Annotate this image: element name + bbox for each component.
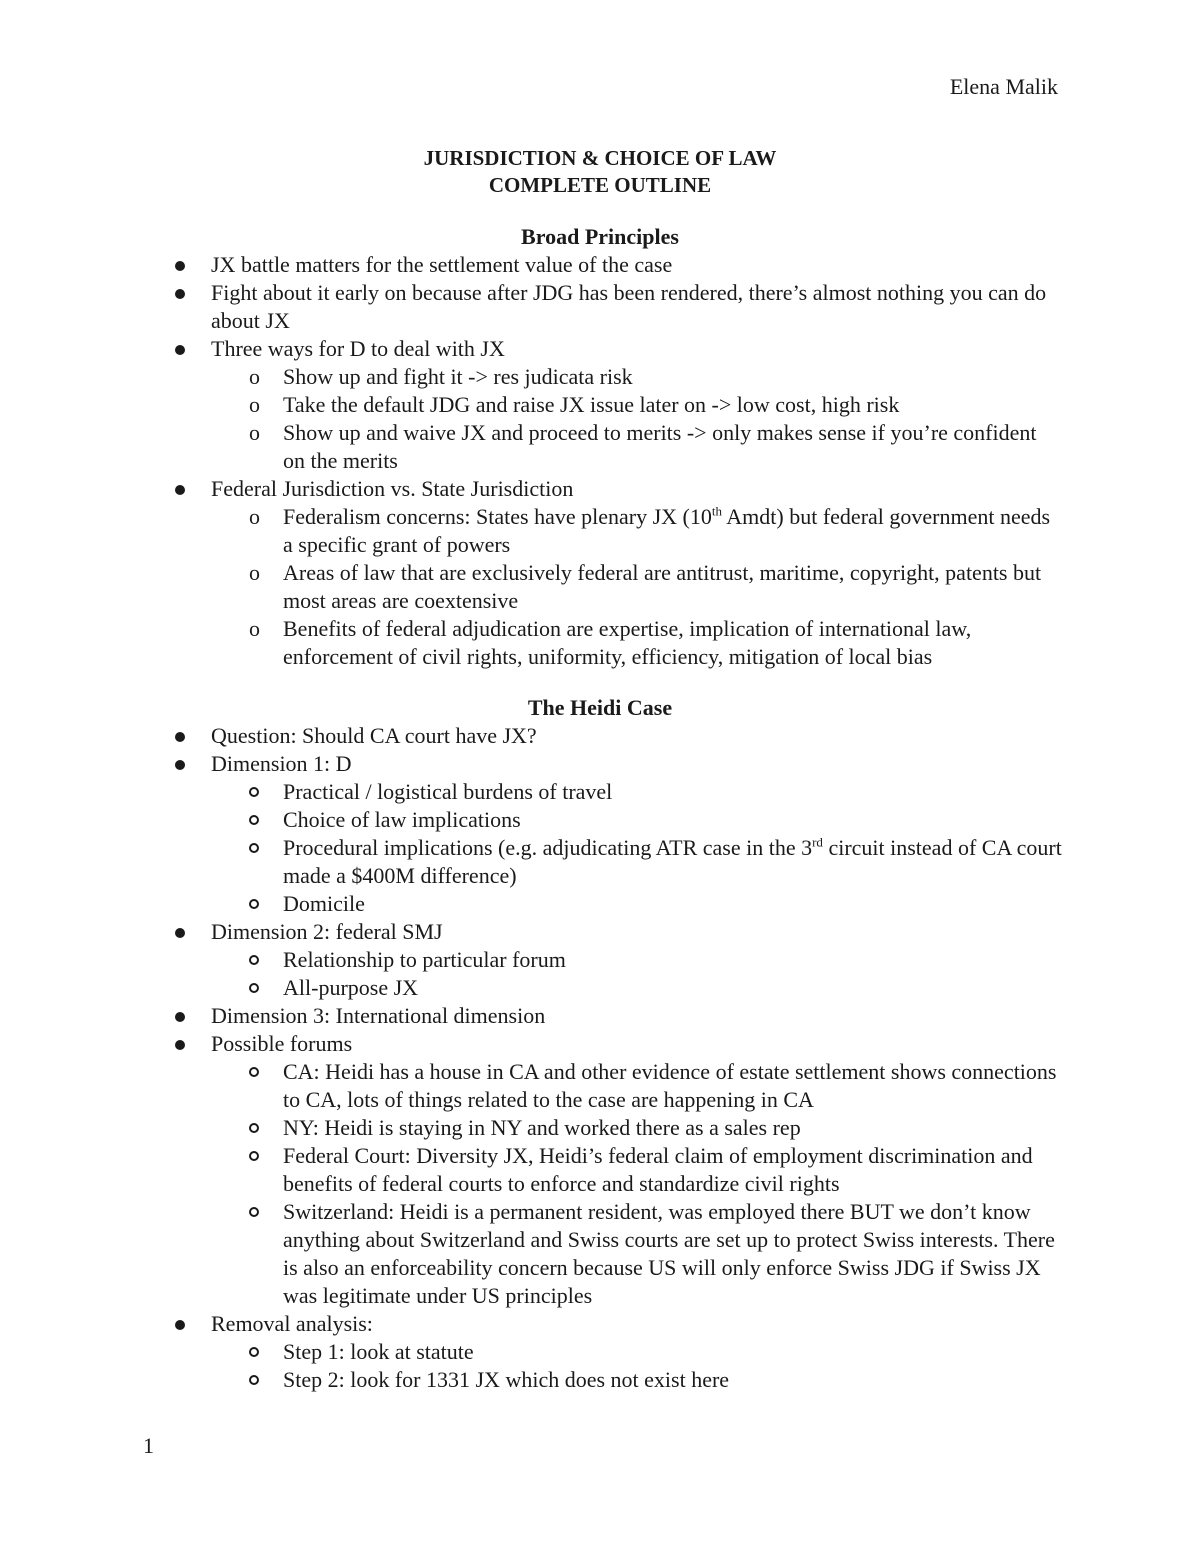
- hollow-bullet-icon: [249, 1151, 259, 1161]
- hollow-bullet-icon: [249, 815, 259, 825]
- list-item-text: All-purpose JX: [283, 975, 419, 1000]
- sub-list-item: [0, 1338, 1200, 1366]
- hollow-bullet-icon: [249, 1375, 259, 1385]
- title-line-2: COMPLETE OUTLINE: [488, 173, 712, 197]
- sub-list-item: [0, 503, 1200, 559]
- sub-list-item: [0, 1114, 1200, 1142]
- list-item-text: Choice of law implications: [283, 807, 521, 832]
- bullet-icon: [175, 289, 185, 299]
- sub-list-item: [0, 834, 1200, 890]
- hollow-bullet-icon: [249, 1207, 259, 1217]
- title-line-1: JURISDICTION & CHOICE OF LAW: [423, 146, 777, 170]
- list-item-text: Three ways for D to deal with JX: [211, 336, 505, 361]
- bullet-list: [0, 251, 1200, 671]
- list-item: [0, 1030, 1200, 1058]
- document-title: [0, 145, 1200, 199]
- hollow-bullet-icon: [249, 955, 259, 965]
- list-item-text: Federal Jurisdiction vs. State Jurisdiction: [211, 476, 574, 501]
- hollow-bullet-icon: o: [249, 616, 260, 641]
- hollow-bullet-icon: o: [249, 392, 260, 417]
- sub-list-item: [0, 559, 1200, 615]
- bullet-icon: [175, 485, 185, 495]
- bullet-icon: [175, 345, 185, 355]
- list-item-text: Dimension 1: D: [211, 751, 352, 776]
- list-item-text: Procedural implications (e.g. adjudicating ATR case in the 3rd circuit instead of CA court made a $400M difference): [283, 834, 1062, 888]
- hollow-bullet-icon: o: [249, 364, 260, 389]
- hollow-bullet-icon: [249, 899, 259, 909]
- sub-list-item: [0, 391, 1200, 419]
- sub-list-item: [0, 1142, 1200, 1198]
- bullet-icon: [175, 760, 185, 770]
- sub-list-item: [0, 778, 1200, 806]
- bullet-icon: [175, 1320, 185, 1330]
- list-item-text: Show up and waive JX and proceed to merits -> only makes sense if you’re confident on the merits: [283, 420, 1037, 473]
- list-item-text: Relationship to particular forum: [283, 947, 566, 972]
- list-item: [0, 1310, 1200, 1338]
- list-item: [0, 722, 1200, 750]
- broad-principles-section: [0, 223, 1200, 671]
- section-heading: The Heidi Case: [527, 695, 673, 720]
- sub-list-item: [0, 1198, 1200, 1310]
- list-item-text: Federalism concerns: States have plenary JX (10th Amdt) but federal government needs a specific grant of powers: [283, 503, 1051, 557]
- bullet-icon: [175, 732, 185, 742]
- sub-list-item: [0, 806, 1200, 834]
- list-item-text: JX battle matters for the settlement value of the case: [211, 252, 673, 277]
- bullet-icon: [175, 928, 185, 938]
- sub-list-item: [0, 946, 1200, 974]
- hollow-bullet-icon: o: [249, 420, 260, 445]
- list-item-text: Question: Should CA court have JX?: [211, 723, 537, 748]
- sub-list-item: [0, 974, 1200, 1002]
- list-item-text: Show up and fight it -> res judicata risk: [283, 364, 633, 389]
- section-heading: Broad Principles: [521, 224, 679, 249]
- bullet-icon: [175, 261, 185, 271]
- list-item-text: Removal analysis:: [211, 1311, 373, 1336]
- list-item: [0, 475, 1200, 503]
- list-item: [0, 279, 1200, 335]
- list-item-text: Areas of law that are exclusively federal are antitrust, maritime, copyright, patents but most areas are coextensive: [283, 560, 1042, 613]
- hollow-bullet-icon: [249, 983, 259, 993]
- list-item-text: Benefits of federal adjudication are expertise, implication of international law, enforcement of civil rights, uniformity, efficiency, mitigation of local bias: [283, 616, 972, 669]
- sub-list-item: [0, 615, 1200, 671]
- page-number: 1: [143, 1433, 154, 1458]
- list-item-text: Switzerland: Heidi is a permanent resident, was employed there BUT we don’t know anything about Switzerland and Swiss courts are set up to protect Swiss interests. There is also an enforceability concern because US will only enforce Swiss JDG if Swiss JX was legitimate under US principles: [283, 1199, 1055, 1308]
- list-item: [0, 918, 1200, 946]
- list-item: [0, 335, 1200, 363]
- sub-list-item: [0, 890, 1200, 918]
- list-item-text: Domicile: [283, 891, 365, 916]
- author-name: Elena Malik: [949, 74, 1058, 99]
- list-item-text: Dimension 2: federal SMJ: [211, 919, 443, 944]
- bullet-icon: [175, 1012, 185, 1022]
- hollow-bullet-icon: [249, 1067, 259, 1077]
- list-item: [0, 251, 1200, 279]
- superscript: th: [711, 503, 722, 519]
- list-item-text: Possible forums: [211, 1031, 353, 1056]
- hollow-bullet-icon: [249, 1347, 259, 1357]
- list-item: [0, 1002, 1200, 1030]
- list-item-text: Step 2: look for 1331 JX which does not exist here: [283, 1367, 730, 1392]
- heidi-case-section: [0, 694, 1200, 1394]
- hollow-bullet-icon: [249, 843, 259, 853]
- list-item-text: Step 1: look at statute: [283, 1339, 474, 1364]
- list-item-text: Dimension 3: International dimension: [211, 1003, 546, 1028]
- sub-list-item: [0, 1058, 1200, 1114]
- list-item-text: NY: Heidi is staying in NY and worked there as a sales rep: [283, 1115, 801, 1140]
- list-item-text: Practical / logistical burdens of travel: [283, 779, 613, 804]
- list-item-text: CA: Heidi has a house in CA and other evidence of estate settlement shows connections to CA, lots of things related to the case are happening in CA: [283, 1059, 1057, 1112]
- list-item-text: Federal Court: Diversity JX, Heidi’s federal claim of employment discrimination and benefits of federal courts to enforce and standardize civil rights: [283, 1143, 1033, 1196]
- list-item-text: Fight about it early on because after JDG has been rendered, there’s almost nothing you can do about JX: [211, 280, 1047, 333]
- sub-list-item: [0, 419, 1200, 475]
- list-item-text: Take the default JDG and raise JX issue later on -> low cost, high risk: [283, 392, 900, 417]
- hollow-bullet-icon: [249, 787, 259, 797]
- hollow-bullet-icon: o: [249, 560, 260, 585]
- hollow-bullet-icon: [249, 1123, 259, 1133]
- hollow-bullet-icon: o: [249, 504, 260, 529]
- list-item: [0, 750, 1200, 778]
- bullet-list: [0, 722, 1200, 1394]
- superscript: rd: [812, 834, 823, 850]
- sub-list-item: [0, 363, 1200, 391]
- sub-list-item: [0, 1366, 1200, 1394]
- bullet-icon: [175, 1040, 185, 1050]
